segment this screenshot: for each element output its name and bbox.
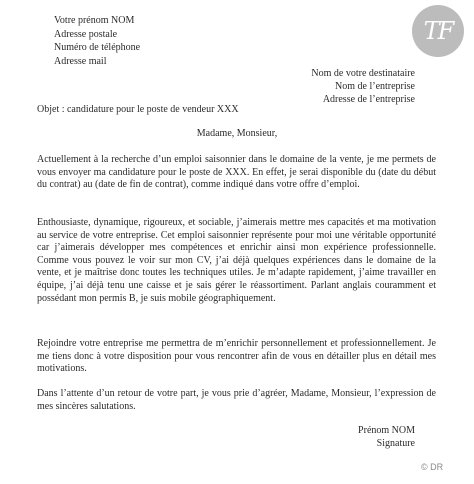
signature-name: Prénom NOM: [358, 425, 415, 436]
signature-block: [358, 424, 415, 450]
signature-label: Signature: [376, 438, 415, 449]
recipient-block: [311, 67, 415, 106]
recipient-address: Adresse de l’entreprise: [322, 94, 415, 105]
paragraph-closing-formula: Dans l’attente d’un retour de votre part, je vous prie d’agréer, Madame, Monsieur, l’expression de mes sincères salutations.: [37, 388, 436, 412]
recipient-name: Nom de votre destinataire: [311, 68, 415, 79]
terrafemina-logo: [412, 5, 464, 57]
sender-phone: Numéro de téléphone: [54, 42, 141, 53]
subject-line: Objet : candidature pour le poste de vendeur XXX: [37, 104, 239, 115]
copyright-watermark: © DR: [421, 462, 444, 472]
paragraph-skills: Enthousiaste, dynamique, rigoureux, et sociable, j’aimerais mettre mes capacités et ma motivation au service de votre entreprise. Cet emploi saisonnier représente pour moi une véritable opportunité car j’aimerais développer mes compétences et enrichir ainsi mon expérience professionnelle. Comme vous pouvez le voir sur mon CV, j’ai déjà quelques expériences dans le domaine de la vente, et je maîtrise donc toutes les techniques utiles. Je m’adapte rapidement, j’aime travailler en équipe, j’ai déjà tenu une caisse et je sais gérer le réassortiment. Parlant anglais couramment et possédant mon permis B, je suis mobile géographiquement.: [37, 217, 436, 304]
recipient-company: Nom de l’entreprise: [335, 81, 415, 92]
salutation: Madame, Monsieur,: [196, 128, 278, 139]
sender-block: [54, 14, 140, 68]
paragraph-motivation: Rejoindre votre entreprise me permettra de m’enrichir personnellement et professionnellement. Je me tiens donc à votre disposition pour vous rencontrer afin de vous en détailler plus en détail mes motivations.: [37, 338, 436, 375]
sender-email: Adresse mail: [54, 55, 107, 67]
sender-address: Adresse postale: [54, 28, 118, 40]
logo-text: TF: [423, 17, 453, 45]
paragraph-intro: Actuellement à la recherche d’un emploi saisonnier dans le domaine de la vente, je me permets de vous envoyer ma candidature pour le poste de XXX. En effet, je serai disponible du (date du début du contrat) au (date de fin de contrat), comme indiqué dans votre offre d’emploi.: [37, 154, 436, 191]
sender-name: Votre prénom NOM: [54, 15, 135, 26]
